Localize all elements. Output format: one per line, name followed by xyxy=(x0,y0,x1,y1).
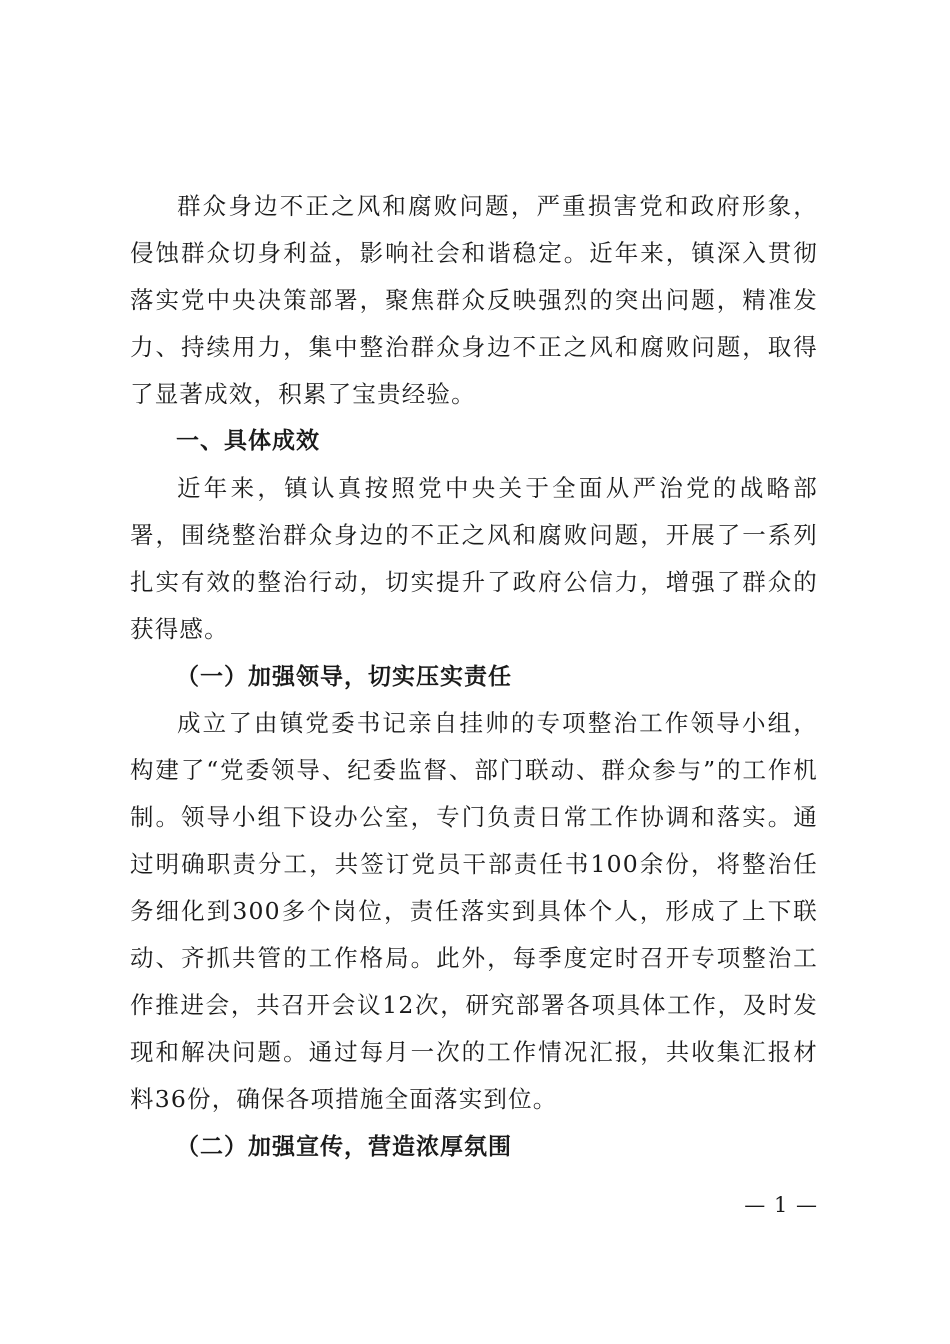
page-number: — 1 — xyxy=(744,1193,818,1217)
document-body xyxy=(130,183,818,1170)
subsection-heading-leadership: （一）加强领导，切实压实责任 xyxy=(176,663,512,690)
section-heading-results: 一、具体成效 xyxy=(176,428,320,454)
subsection-leadership-paragraph: 成立了由镇党委书记亲自挂帅的专项整治工作领导小组，构建了“党委领导、纪委监督、部门联动、群众参与”的工作机制。领导小组下设办公室，专门负责日常工作协调和落实。通过明确职责分工，共签订党员干部责任书100余份，将整治任务细化到300多个岗位，责任落实到具体个人，形成了上下联动、齐抓共管的工作格局。此外，每季度定时召开专项整治工作推进会，共召开会议12次，研究部署各项具体工作，及时发现和解决问题。通过每月一次的工作情况汇报，共收集汇报材料36份，确保各项措施全面落实到位。 xyxy=(130,709,818,1113)
section-results-paragraph: 近年来，镇认真按照党中央关于全面从严治党的战略部署，围绕整治群众身边的不正之风和腐败问题，开展了一系列扎实有效的整治行动，切实提升了政府公信力，增强了群众的获得感。 xyxy=(130,474,818,643)
intro-paragraph: 群众身边不正之风和腐败问题，严重损害党和政府形象，侵蚀群众切身利益，影响社会和谐稳定。近年来，镇深入贯彻落实党中央决策部署，聚焦群众反映强烈的突出问题，精准发力、持续用力，集中整治群众身边不正之风和腐败问题，取得了显著成效，积累了宝贵经验。 xyxy=(130,192,818,408)
subsection-heading-publicity: （二）加强宣传，营造浓厚氛围 xyxy=(176,1133,512,1160)
